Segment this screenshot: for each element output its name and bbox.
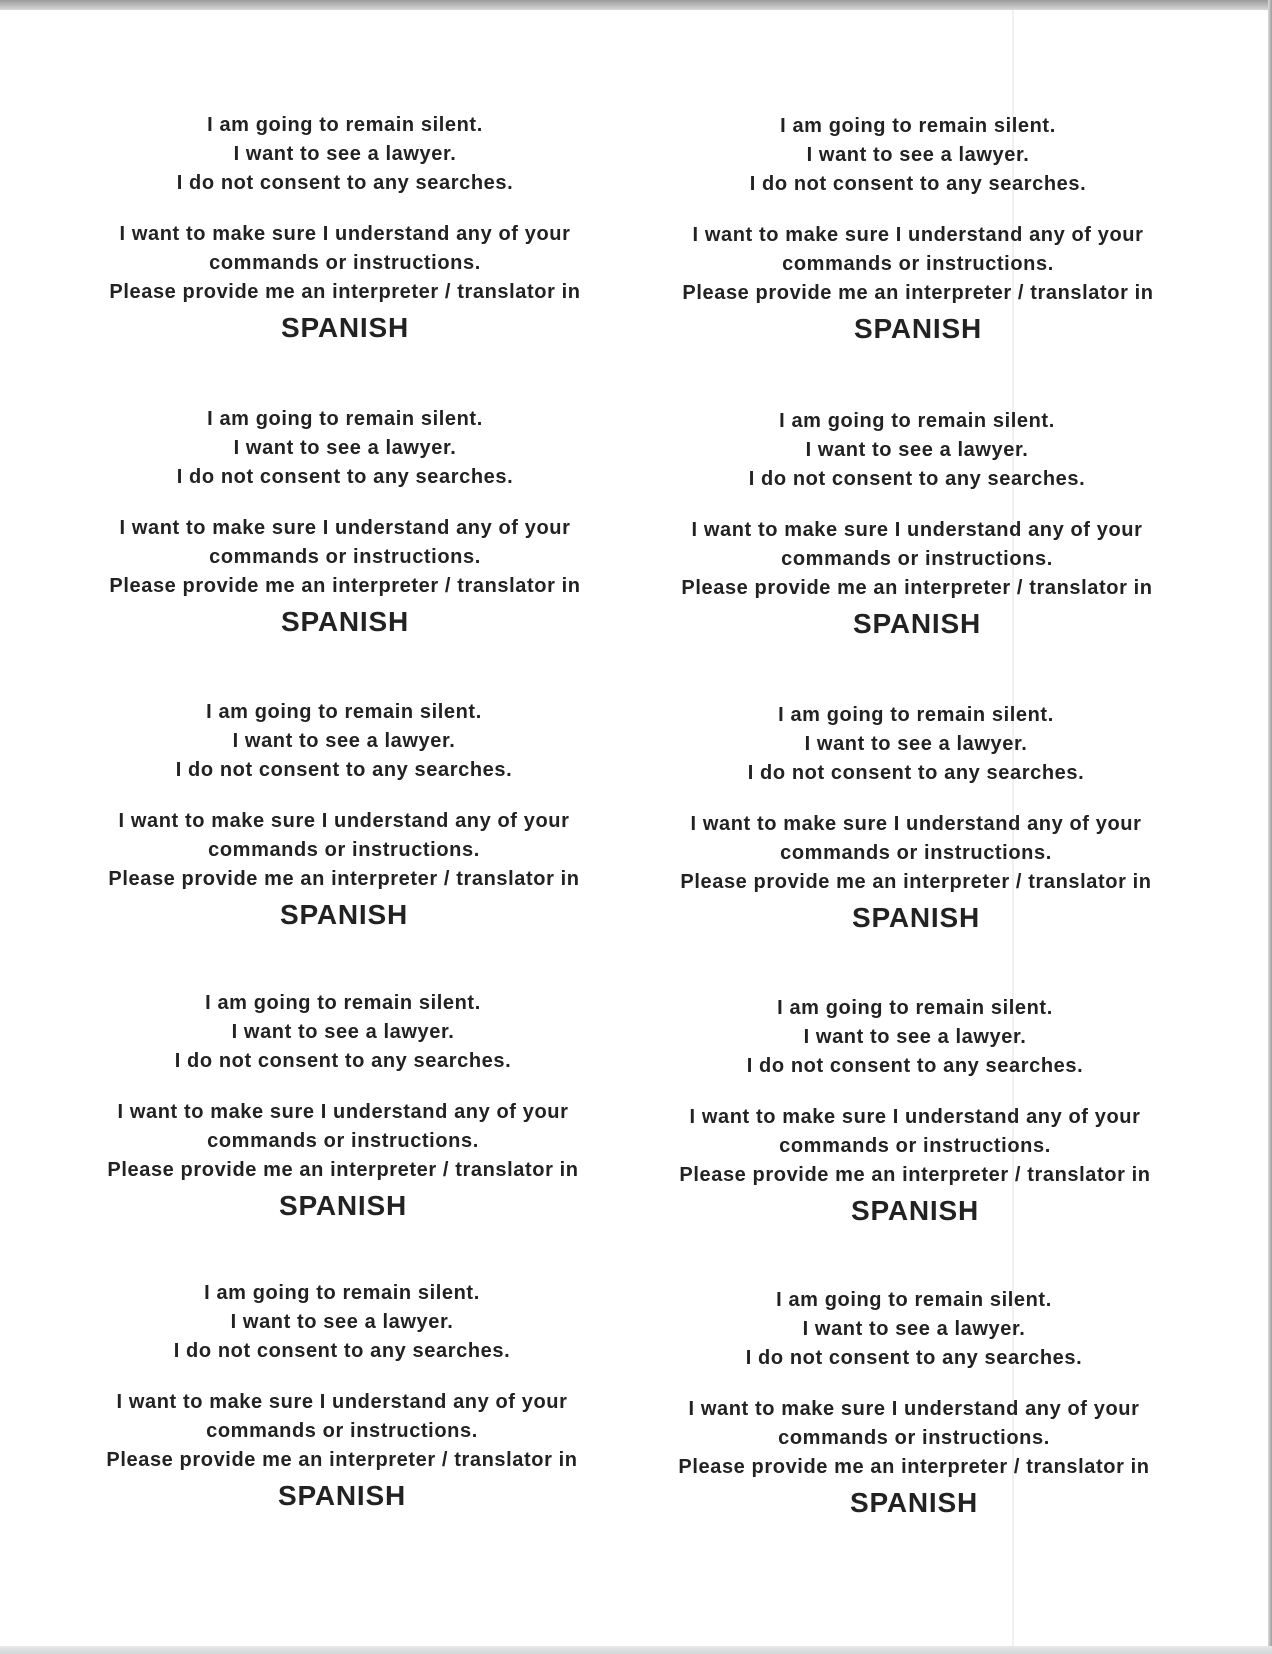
spacer	[63, 1076, 623, 1098]
remain-silent-line: I am going to remain silent.	[777, 997, 1053, 1019]
see-lawyer-line: I want to see a lawyer.	[804, 733, 1028, 755]
spacer	[637, 494, 1197, 516]
see-lawyer-line: I want to see a lawyer.	[806, 144, 1030, 166]
interpreter-request-line: Please provide me an interpreter / translator in	[106, 1449, 578, 1471]
commands-line: commands or instructions.	[782, 253, 1054, 275]
no-consent-line: I do not consent to any searches.	[176, 172, 514, 194]
rights-card	[65, 111, 625, 347]
language-label: SPANISH	[851, 1195, 979, 1226]
interpreter-request-line: Please provide me an interpreter / translator in	[682, 282, 1154, 304]
remain-silent-line: I am going to remain silent.	[778, 704, 1054, 726]
understand-line: I want to make sure I understand any of your	[692, 224, 1144, 246]
interpreter-request-line: Please provide me an interpreter / translator in	[109, 281, 581, 303]
commands-line: commands or instructions.	[206, 1420, 478, 1442]
understand-line: I want to make sure I understand any of your	[690, 813, 1142, 835]
see-lawyer-line: I want to see a lawyer.	[231, 1021, 455, 1043]
see-lawyer-line: I want to see a lawyer.	[805, 439, 1029, 461]
interpreter-request-line: Please provide me an interpreter / translator in	[109, 575, 581, 597]
commands-line: commands or instructions.	[781, 548, 1053, 570]
understand-line: I want to make sure I understand any of your	[116, 1391, 568, 1413]
understand-line: I want to make sure I understand any of your	[119, 223, 571, 245]
rights-card	[635, 994, 1195, 1230]
language-label: SPANISH	[854, 313, 982, 344]
see-lawyer-line: I want to see a lawyer.	[230, 1311, 454, 1333]
remain-silent-line: I am going to remain silent.	[207, 114, 483, 136]
commands-line: commands or instructions.	[208, 839, 480, 861]
no-consent-line: I do not consent to any searches.	[176, 466, 514, 488]
spacer	[65, 492, 625, 514]
language-label: SPANISH	[281, 312, 409, 343]
see-lawyer-line: I want to see a lawyer.	[802, 1318, 1026, 1340]
rights-card	[637, 407, 1197, 643]
commands-line: commands or instructions.	[209, 546, 481, 568]
commands-line: commands or instructions.	[778, 1427, 1050, 1449]
remain-silent-line: I am going to remain silent.	[207, 408, 483, 430]
see-lawyer-line: I want to see a lawyer.	[803, 1026, 1027, 1048]
rights-card	[65, 405, 625, 641]
spacer	[634, 1373, 1194, 1395]
spacer	[635, 1081, 1195, 1103]
language-label: SPANISH	[280, 899, 408, 930]
language-label: SPANISH	[279, 1190, 407, 1221]
no-consent-line: I do not consent to any searches.	[175, 759, 513, 781]
interpreter-request-line: Please provide me an interpreter / translator in	[108, 868, 580, 890]
rights-card	[64, 698, 624, 934]
commands-line: commands or instructions.	[209, 252, 481, 274]
remain-silent-line: I am going to remain silent.	[780, 115, 1056, 137]
language-label: SPANISH	[853, 608, 981, 639]
rights-card	[636, 701, 1196, 937]
rights-card	[638, 112, 1198, 348]
understand-line: I want to make sure I understand any of your	[691, 519, 1143, 541]
understand-line: I want to make sure I understand any of your	[118, 810, 570, 832]
see-lawyer-line: I want to see a lawyer.	[232, 730, 456, 752]
interpreter-request-line: Please provide me an interpreter / translator in	[680, 871, 1152, 893]
commands-line: commands or instructions.	[207, 1130, 479, 1152]
remain-silent-line: I am going to remain silent.	[206, 701, 482, 723]
language-label: SPANISH	[278, 1480, 406, 1511]
no-consent-line: I do not consent to any searches.	[748, 468, 1086, 490]
understand-line: I want to make sure I understand any of your	[688, 1398, 1140, 1420]
rights-card	[634, 1286, 1194, 1522]
spacer	[636, 788, 1196, 810]
no-consent-line: I do not consent to any searches.	[747, 762, 1085, 784]
spacer	[638, 199, 1198, 221]
language-label: SPANISH	[850, 1487, 978, 1518]
rights-card	[63, 989, 623, 1225]
remain-silent-line: I am going to remain silent.	[204, 1282, 480, 1304]
spacer	[62, 1366, 622, 1388]
no-consent-line: I do not consent to any searches.	[173, 1340, 511, 1362]
interpreter-request-line: Please provide me an interpreter / translator in	[681, 577, 1153, 599]
see-lawyer-line: I want to see a lawyer.	[233, 143, 457, 165]
spacer	[65, 198, 625, 220]
rights-card	[62, 1279, 622, 1515]
no-consent-line: I do not consent to any searches.	[174, 1050, 512, 1072]
understand-line: I want to make sure I understand any of your	[119, 517, 571, 539]
interpreter-request-line: Please provide me an interpreter / translator in	[679, 1164, 1151, 1186]
remain-silent-line: I am going to remain silent.	[779, 410, 1055, 432]
understand-line: I want to make sure I understand any of your	[689, 1106, 1141, 1128]
understand-line: I want to make sure I understand any of your	[117, 1101, 569, 1123]
interpreter-request-line: Please provide me an interpreter / translator in	[678, 1456, 1150, 1478]
language-label: SPANISH	[281, 606, 409, 637]
commands-line: commands or instructions.	[779, 1135, 1051, 1157]
see-lawyer-line: I want to see a lawyer.	[233, 437, 457, 459]
language-label: SPANISH	[852, 902, 980, 933]
remain-silent-line: I am going to remain silent.	[205, 992, 481, 1014]
remain-silent-line: I am going to remain silent.	[776, 1289, 1052, 1311]
no-consent-line: I do not consent to any searches.	[746, 1055, 1084, 1077]
commands-line: commands or instructions.	[780, 842, 1052, 864]
no-consent-line: I do not consent to any searches.	[745, 1347, 1083, 1369]
spacer	[64, 785, 624, 807]
interpreter-request-line: Please provide me an interpreter / translator in	[107, 1159, 579, 1181]
no-consent-line: I do not consent to any searches.	[749, 173, 1087, 195]
